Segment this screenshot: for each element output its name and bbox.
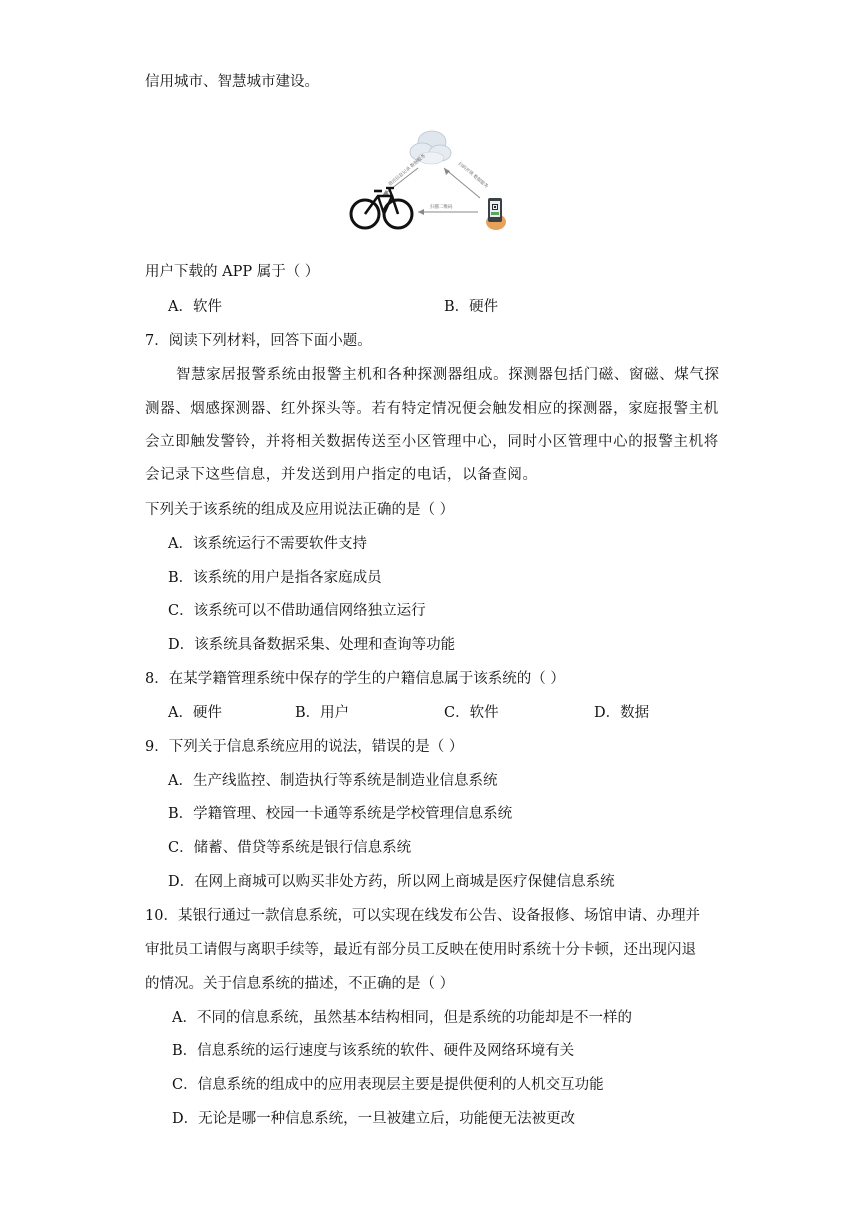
- question-9-stem: 9．下列关于信息系统应用的说法，错误的是（ ）: [145, 739, 464, 755]
- cloud-right-label: 扫码开锁 数据服务: [456, 161, 489, 190]
- q7-material-line-1: 智慧家居报警系统由报警主机和各种探测器组成。探测器包括门磁、窗磁、煤气探: [176, 367, 720, 383]
- bicycle-icon: [351, 188, 412, 228]
- q7-option-a: A．该系统运行不需要软件支持: [168, 536, 367, 552]
- bottom-arrow-label: 扫描二维码: [430, 205, 453, 210]
- q7-material-line-2: 测器、烟感探测器、红外探头等。若有特定情况便会触发相应的探测器，家庭报警主机: [145, 401, 719, 417]
- q10-option-d: D．无论是哪一种信息系统，一旦被建立后，功能便无法被更改: [172, 1111, 576, 1127]
- question-7-intro: 7．阅读下列材料，回答下面小题。: [145, 333, 372, 349]
- question-10-stem-line-3: 的情况。关于信息系统的描述，不正确的是（ ）: [145, 976, 455, 992]
- question-10-stem-line-2: 审批员工请假与离职手续等，最近有部分员工反映在使用时系统十分卡顿，还出现闪退: [145, 942, 696, 958]
- phone-icon: [486, 198, 506, 230]
- question-6-stem: 用户下载的 APP 属于（ ）: [145, 264, 320, 280]
- q7-option-c: C．该系统可以不借助通信网络独立运行: [168, 603, 426, 619]
- q8-option-a: A．硬件: [168, 705, 222, 721]
- cloud-left-label: 借还信息记录 数据服务: [388, 153, 427, 188]
- q9-option-d: D．在网上商城可以购买非处方药，所以网上商城是医疗保健信息系统: [168, 874, 615, 890]
- intro-tail-text: 信用城市、智慧城市建设。: [145, 74, 319, 90]
- q10-option-b: B．信息系统的运行速度与该系统的软件、硬件及网络环境有关: [172, 1043, 575, 1059]
- question-8-stem: 8．在某学籍管理系统中保存的学生的户籍信息属于该系统的（ ）: [145, 671, 565, 687]
- q7-option-d: D．该系统具备数据采集、处理和查询等功能: [168, 637, 456, 653]
- q9-option-a: A．生产线监控、制造执行等系统是制造业信息系统: [168, 773, 498, 789]
- question-7-stem: 下列关于该系统的组成及应用说法正确的是（ ）: [145, 502, 455, 518]
- q10-option-a: A．不同的信息系统，虽然基本结构相同，但是系统的功能却是不一样的: [172, 1010, 632, 1026]
- q7-material-line-4: 会记录下这些信息，并发送到用户指定的电话，以备查阅。: [145, 467, 538, 483]
- q10-option-c: C．信息系统的组成中的应用表现层主要是提供便利的人机交互功能: [172, 1077, 604, 1093]
- q8-option-b: B．用户: [295, 705, 350, 721]
- q7-option-b: B．该系统的用户是指各家庭成员: [168, 570, 382, 586]
- q9-option-c: C．储蓄、借贷等系统是银行信息系统: [168, 840, 412, 856]
- q6-option-a: A．软件: [168, 299, 222, 315]
- q8-option-d: D．数据: [594, 705, 650, 721]
- question-10-stem-line-1: 10．某银行通过一款信息系统，可以实现在线发布公告、设备报修、场馆申请、办理并: [145, 908, 700, 924]
- q6-option-b: B．硬件: [444, 299, 499, 315]
- q9-option-b: B．学籍管理、校园一卡通等系统是学校管理信息系统: [168, 806, 513, 822]
- q8-option-c: C．软件: [444, 705, 499, 721]
- shared-bike-diagram: [340, 124, 520, 236]
- diagram-svg: [340, 124, 520, 236]
- q7-material-line-3: 会立即触发警铃，并将相关数据传送至小区管理中心，同时小区管理中心的报警主机将: [145, 434, 719, 450]
